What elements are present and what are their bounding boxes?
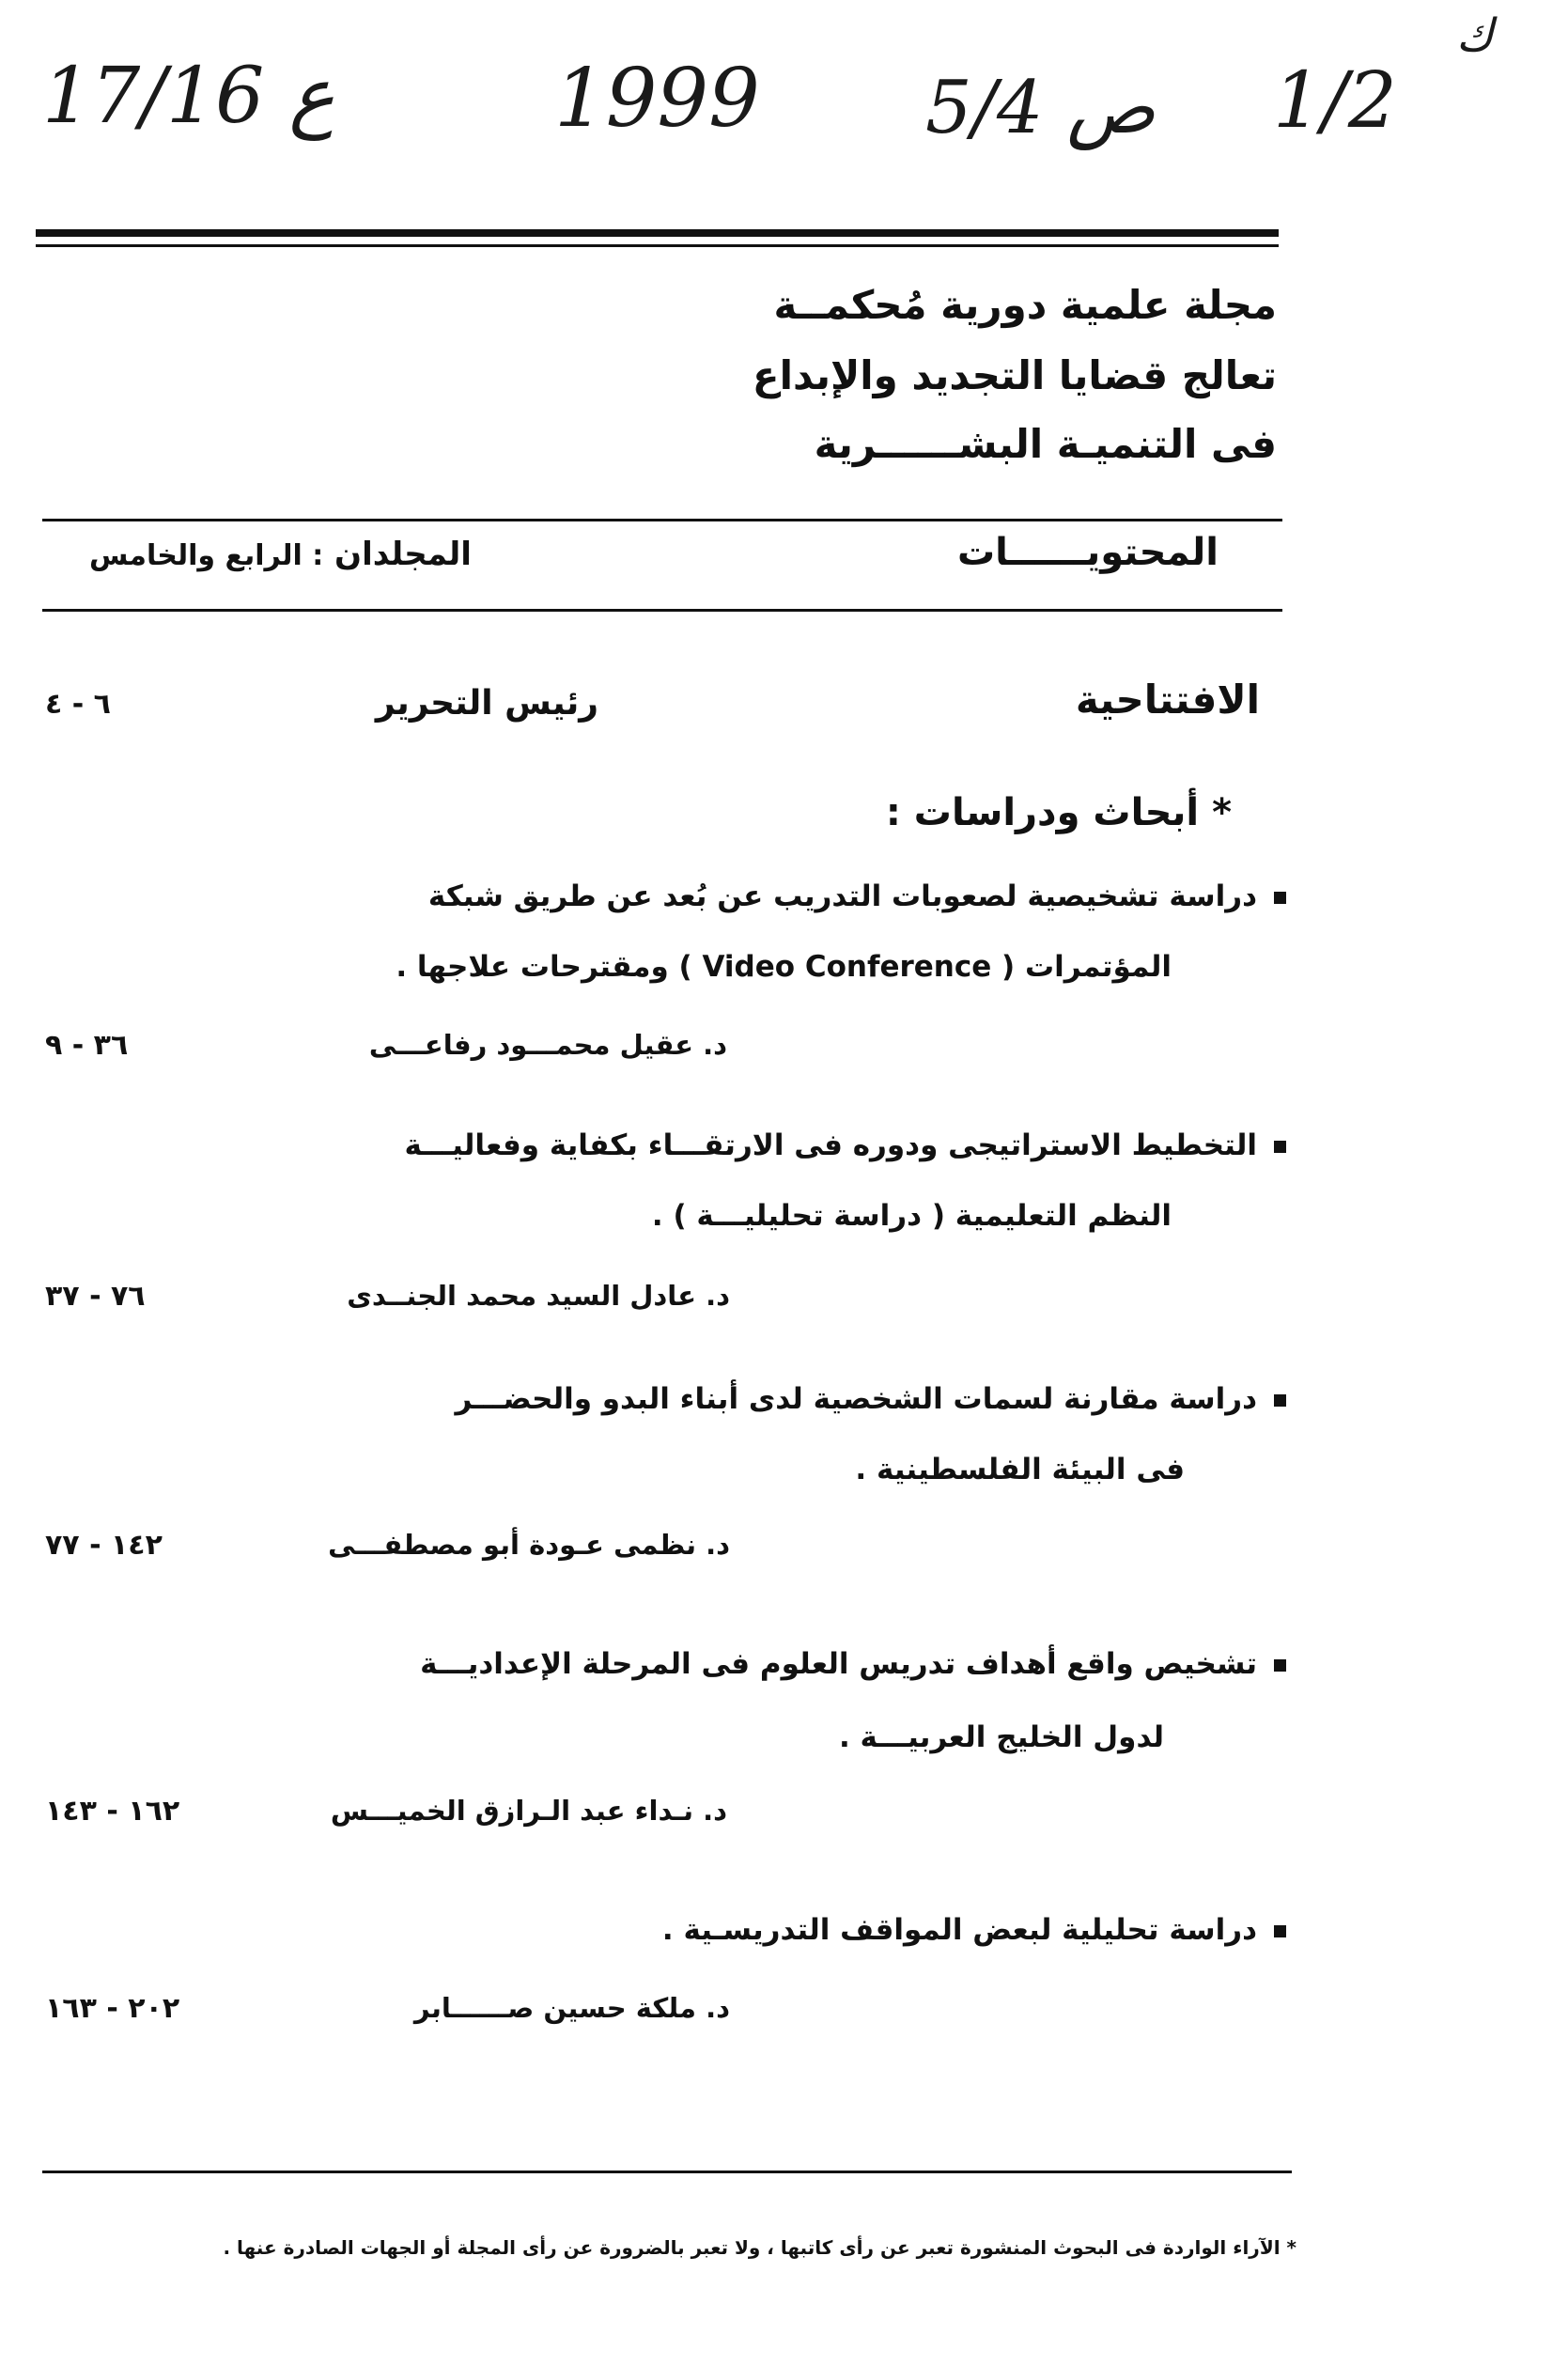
header-bottom-rule [42,609,1282,612]
opening-pages: ٦ - ٤ [45,688,111,721]
article-5-pages: ٢٠٢ - ١٦٣ [45,1992,180,2025]
article-3-pages: ١٤٢ - ٧٧ [45,1529,163,1562]
contents-heading: المحتويــــــات [956,531,1219,574]
footer-rule [42,2171,1292,2173]
handwritten-annotation-year: 1999 [554,52,760,146]
top-rule-thick [36,229,1279,237]
opening-title: الافتتاحية [1075,677,1260,723]
bullet-icon [1274,1925,1286,1937]
volumes-label-text: المجلدان [334,536,472,573]
bullet-icon [1274,1394,1286,1407]
handwritten-annotation-corner: ك [1456,9,1494,62]
bullet-icon [1274,1659,1286,1672]
article-4-title-line-2: لدول الخليج العربيـــة . [838,1720,1164,1754]
article-2-title-line-2: النظم التعليمية ( دراسة تحليليـــة ) . [651,1199,1172,1233]
article-2-pages: ٧٦ - ٣٧ [45,1280,146,1313]
journal-line-1: مجلة علمية دورية مُحكمــة [773,282,1277,328]
handwritten-annotation-middle: 5/4 ص [925,66,1156,150]
handwritten-annotation-right: 1/2 [1273,56,1397,146]
handwritten-annotation-left: 17/16 ع [42,52,335,141]
article-3-title-line-1: دراسة مقارنة لسمات الشخصية لدى أبناء البدو والحضـــر [455,1381,1286,1418]
opening-author: رئيس التحرير [375,684,598,723]
volumes-value: : الرابع والخامس [89,539,324,572]
article-5-author: د. ملكة حسين صــــــابر [413,1992,730,2024]
top-rule-thin [36,244,1279,247]
article-1-pages: ٣٦ - ٩ [45,1029,129,1062]
article-1-author: د. عقيل محمـــود رفاعـــى [368,1029,727,1061]
article-1-title-line-2: المؤتمرات ( Video Conference ) ومقترحات علاجها . [396,950,1172,984]
footnote: * الآراء الواردة فى البحوث المنشورة تعبر عن رأى كاتبها ، ولا تعبر بالضرورة عن رأى المجلة أو الجهات الصادرة عنها . [223,2236,1296,2259]
article-3-title-line-2: فى البيئة الفلسطينية . [855,1453,1185,1486]
header-top-rule [42,519,1282,521]
article-4-author: د. نـداء عبد الـرازق الخميـــس [330,1795,727,1827]
article-4-pages: ١٦٢ - ١٤٣ [45,1795,180,1828]
journal-line-3: فى التنميـة البشــــــرية [814,421,1277,467]
article-2-title-line-1: التخطيط الاستراتيجى ودوره فى الارتقـــاء بكفاية وفعاليـــة [404,1128,1286,1164]
article-3-author: د. نظمى عـودة أبو مصطفـــى [328,1529,730,1561]
bullet-icon [1274,892,1286,904]
article-5-title-line-1: دراسة تحليلية لبعض المواقف التدريسـية . [662,1912,1286,1949]
article-4-title-line-1: تشخيص واقع أهداف تدريس العلوم فى المرحلة الإعداديـــة [420,1646,1286,1683]
bullet-icon [1274,1141,1286,1153]
article-2-author: د. عادل السيد محمد الجنــدى [347,1280,730,1312]
section-title: * أبحاث ودراسات : [885,791,1232,834]
article-1-title-line-1: دراسة تشخيصية لصعوبات التدريب عن بُعد عن طريق شبكة [428,879,1286,915]
volumes-label [89,536,472,573]
journal-line-2: تعالج قضايا التجديد والإبداع [752,352,1277,398]
